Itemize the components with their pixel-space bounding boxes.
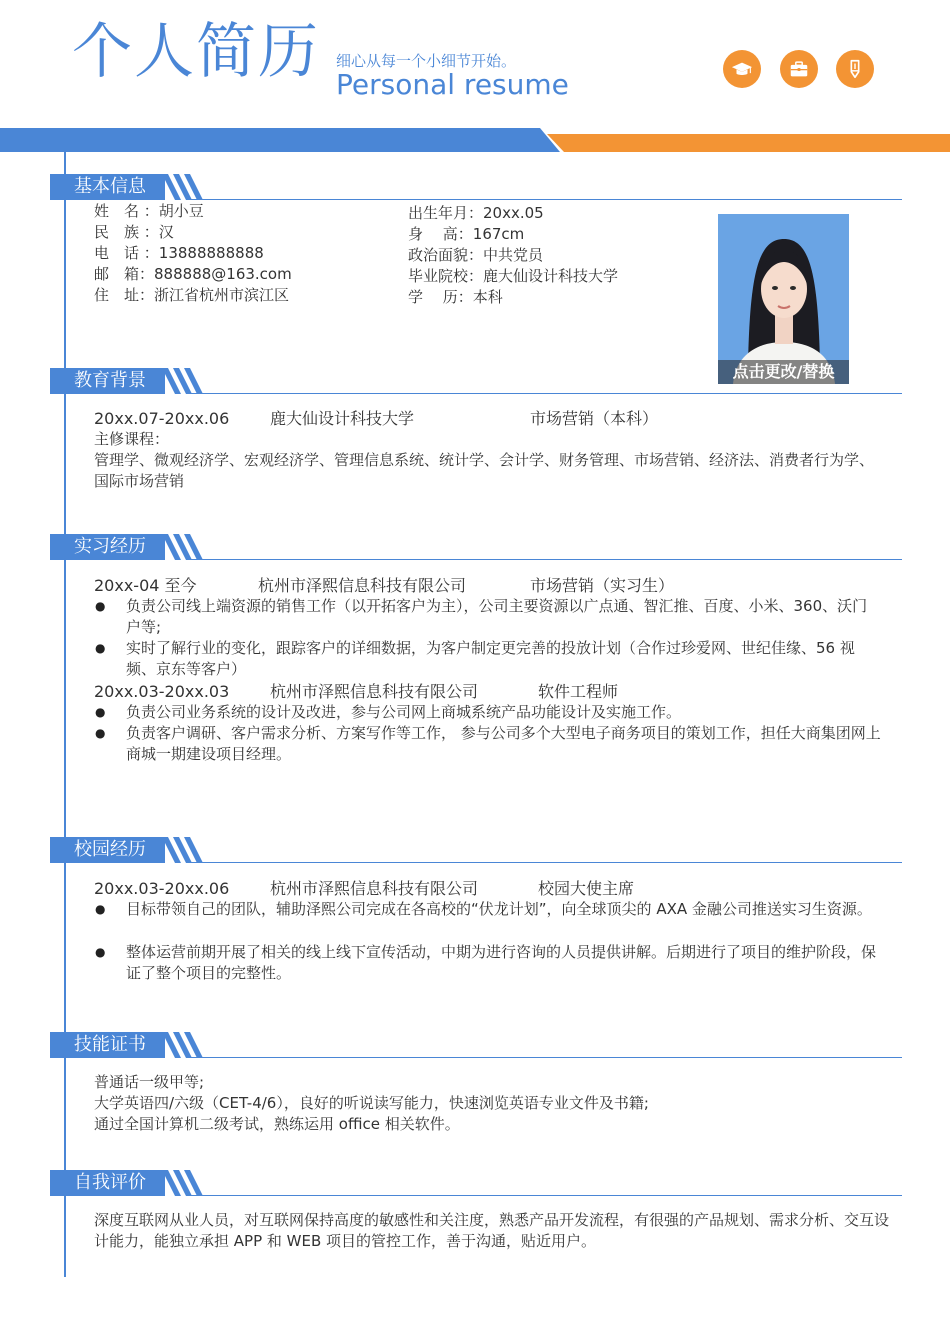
info-value: ：20xx.05 (468, 204, 544, 222)
edu-courses: 管理学、微观经济学、宏观经济学、管理信息系统、统计学、会计学、财务管理、市场营销、经济法、消费者行为学、国际市场营销 (94, 451, 875, 490)
campus-role: 校园大使主席 (538, 879, 635, 898)
info-label: 政治面貌 (408, 246, 469, 264)
intern-bullet: 负责公司线上端资源的销售工作（以开拓客户为主），公司主要资源以广点通、智汇推、百度、小米、360、沃门户等; (126, 597, 868, 636)
section-divider (190, 862, 902, 863)
section-stripes-icon (162, 368, 212, 394)
section-header-basic (50, 174, 902, 200)
info-value: ：167cm (457, 225, 525, 243)
edu-period: 20xx.07-20xx.06 (94, 409, 230, 428)
page-subtitle: Personal resume (336, 68, 569, 101)
info-row-email (94, 264, 292, 285)
section-divider (190, 1195, 902, 1196)
page-title: 个人简历 (72, 17, 320, 87)
intern-period: 20xx.03-20xx.03 (94, 682, 230, 701)
intern-company: 杭州市泽熙信息科技有限公司 (258, 576, 467, 595)
section-title-basic: 基本信息 (50, 174, 165, 200)
section-stripes-icon (162, 1170, 212, 1196)
section-divider (190, 559, 902, 560)
graduation-cap-icon (723, 50, 761, 88)
section-divider (190, 199, 902, 200)
portrait-image (718, 214, 849, 384)
info-row-politics (408, 245, 618, 266)
section-stripes-icon (162, 174, 212, 200)
intern-company: 杭州市泽熙信息科技有限公司 (270, 682, 479, 701)
info-label: 学 历 (408, 288, 458, 306)
info-row-height (408, 224, 618, 245)
section-header-skills (50, 1032, 902, 1058)
section-title-education: 教育背景 (50, 368, 165, 394)
intern-period: 20xx-04 至今 (94, 576, 197, 595)
section-title-skills: 技能证书 (50, 1032, 165, 1058)
section-divider (190, 393, 902, 394)
section-header-campus (50, 837, 902, 863)
info-value: ：汉 (143, 223, 174, 241)
section-stripes-icon (162, 837, 212, 863)
info-label: 出生年月 (408, 204, 469, 222)
edu-major: 市场营销（本科） (530, 409, 659, 428)
info-value: ：本科 (457, 288, 503, 306)
bullet-icon: ● (95, 726, 106, 740)
skill-line: 普通话一级甲等; (94, 1073, 205, 1091)
campus-period: 20xx.03-20xx.06 (94, 879, 230, 898)
header-band-blue (0, 128, 560, 152)
tagline: 细心从每一个小细节开始。 (336, 52, 517, 70)
pencil-icon (836, 50, 874, 88)
info-value: ：鹿大仙设计科技大学 (468, 267, 619, 285)
info-value: ：888888@163.com (139, 265, 292, 283)
timeline-line (64, 152, 66, 1277)
info-value: ：浙江省杭州市滨江区 (139, 286, 290, 304)
info-row-degree (408, 287, 618, 308)
info-value: ：13888888888 (143, 244, 264, 262)
intern-role: 软件工程师 (538, 682, 619, 701)
header-band-orange (547, 134, 950, 152)
bullet-icon: ● (95, 641, 106, 655)
campus-bullet: 目标带领自己的团队，辅助泽熙公司完成在各高校的“伏龙计划”，向全球顶尖的 AXA 金融公司推送实习生资源。 (126, 900, 872, 918)
basic-info-left (94, 201, 292, 306)
section-title-campus: 校园经历 (50, 837, 165, 863)
info-row-birth (408, 203, 618, 224)
profile-photo[interactable] (718, 214, 849, 384)
section-header-self (50, 1170, 902, 1196)
intern-role: 市场营销（实习生） (530, 576, 675, 595)
info-row-ethnicity (94, 222, 292, 243)
info-row-address (94, 285, 292, 306)
info-label: 电 话 (94, 244, 140, 262)
bullet-icon: ● (95, 945, 106, 959)
info-row-phone (94, 243, 292, 264)
section-title-self: 自我评价 (50, 1170, 165, 1196)
section-header-internship (50, 534, 902, 560)
edu-courses-label: 主修课程： (94, 430, 170, 448)
skill-line: 大学英语四/六级（CET-4/6），良好的听说读写能力，快速浏览英语专业文件及书籍; (94, 1094, 649, 1112)
section-stripes-icon (162, 534, 212, 560)
campus-bullet: 整体运营前期开展了相关的线上线下宣传活动，中期为进行咨询的人员提供讲解。后期进行了项目的维护阶段，保证了整个项目的完整性。 (126, 943, 877, 982)
self-evaluation: 深度互联网从业人员，对互联网保持高度的敏感性和关注度，熟悉产品开发流程，有很强的产品规划、需求分析、交互设计能力，能独立承担 APP 和 WEB 项目的管控工作，善于沟通，贴近用户。 (94, 1211, 890, 1250)
basic-info-right (408, 203, 618, 308)
info-label: 身 高 (408, 225, 458, 243)
info-label: 姓 名 (94, 202, 140, 220)
section-stripes-icon (162, 1032, 212, 1058)
info-value: ：中共党员 (468, 246, 544, 264)
bullet-icon: ● (95, 705, 106, 719)
section-header-education (50, 368, 902, 394)
photo-caption[interactable]: 点击更改/替换 (718, 360, 849, 384)
info-label: 住 址 (94, 286, 140, 304)
bullet-icon: ● (95, 902, 106, 916)
section-divider (190, 1057, 902, 1058)
edu-school: 鹿大仙设计科技大学 (270, 409, 415, 428)
intern-bullet: 实时了解行业的变化，跟踪客户的详细数据，为客户制定更完善的投放计划（合作过珍爱网、世纪佳缘、56 视频、京东等客户） (126, 639, 855, 678)
info-label: 毕业院校 (408, 267, 469, 285)
info-label: 民 族 (94, 223, 140, 241)
intern-bullet: 负责客户调研、客户需求分析、方案写作等工作， 参与公司多个大型电子商务项目的策划工作，担任大商集团网上商城一期建设项目经理。 (126, 724, 881, 763)
info-value: ：胡小豆 (143, 202, 204, 220)
intern-bullet: 负责公司业务系统的设计及改进，参与公司网上商城系统产品功能设计及实施工作。 (126, 703, 682, 721)
skill-line: 通过全国计算机二级考试，熟练运用 office 相关软件。 (94, 1115, 460, 1133)
bullet-icon: ● (95, 599, 106, 613)
info-label: 邮 箱 (94, 265, 140, 283)
info-row-name (94, 201, 292, 222)
campus-company: 杭州市泽熙信息科技有限公司 (270, 879, 479, 898)
section-title-internship: 实习经历 (50, 534, 165, 560)
info-row-school (408, 266, 618, 287)
briefcase-icon (780, 50, 818, 88)
